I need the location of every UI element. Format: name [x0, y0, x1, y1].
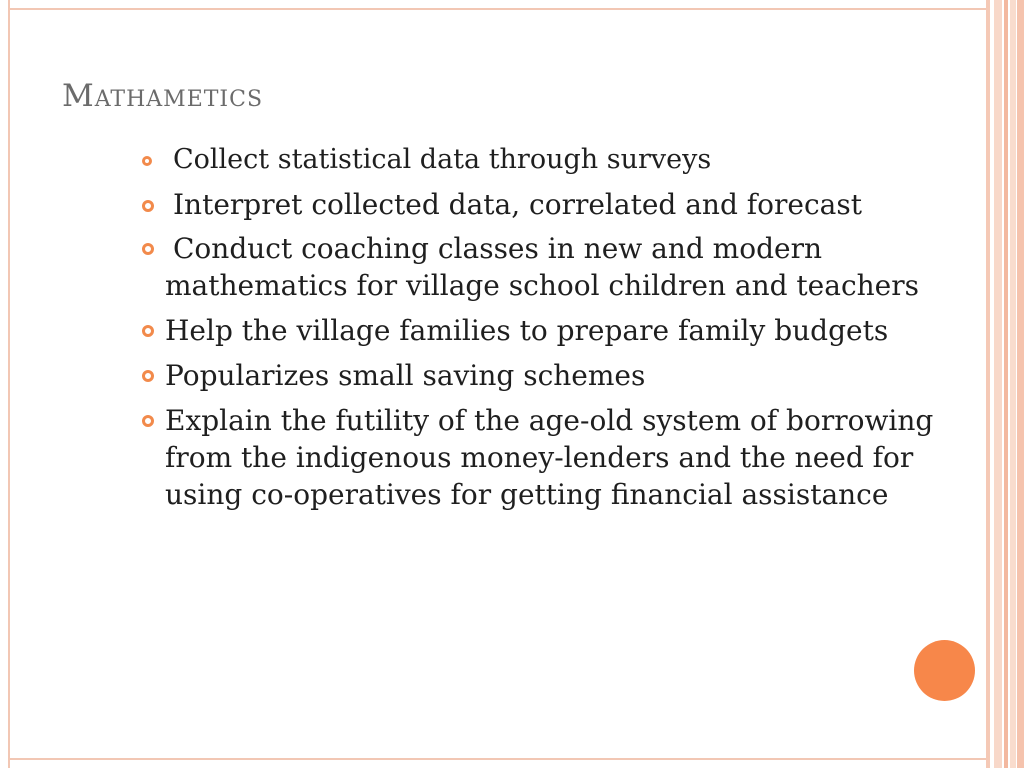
- right-decorative-stripes: [986, 0, 1024, 768]
- orange-circle-icon: [914, 640, 975, 701]
- bullet-item: [140, 183, 980, 227]
- slide-title: Mathametics: [62, 78, 264, 114]
- bullet-text: Collect statistical data through surveys: [173, 144, 712, 175]
- hollow-circle-icon: [142, 325, 154, 337]
- top-border-rule: [8, 8, 986, 10]
- bullet-item: [140, 402, 980, 513]
- bullet-text: Help the village families to prepare family budgets: [165, 314, 889, 347]
- bullet-item: [140, 357, 980, 394]
- bullet-item: [140, 230, 980, 304]
- hollow-circle-icon: [142, 156, 152, 166]
- bottom-border-rule: [8, 758, 986, 760]
- stripe: [1010, 0, 1016, 768]
- bullet-text: Interpret collected data, correlated and forecast: [173, 188, 862, 221]
- hollow-circle-icon: [142, 200, 154, 212]
- hollow-circle-icon: [142, 243, 154, 255]
- bullet-list: [140, 140, 980, 513]
- bullet-item: [140, 312, 980, 349]
- bullet-text: Explain the futility of the age-old system of borrowing from the indigenous money-lenders and the need for using co-operatives for getting financial assistance: [165, 404, 934, 511]
- hollow-circle-icon: [142, 415, 154, 427]
- bullet-item: [140, 140, 980, 180]
- bullet-text: Popularizes small saving schemes: [165, 359, 646, 392]
- left-border-rule: [8, 0, 10, 768]
- stripe: [994, 0, 1002, 768]
- stripe: [986, 0, 990, 768]
- bullet-text: Conduct coaching classes in new and modern mathematics for village school children and teachers: [165, 232, 919, 302]
- hollow-circle-icon: [142, 370, 154, 382]
- stripe: [1017, 0, 1024, 768]
- stripe: [1004, 0, 1008, 768]
